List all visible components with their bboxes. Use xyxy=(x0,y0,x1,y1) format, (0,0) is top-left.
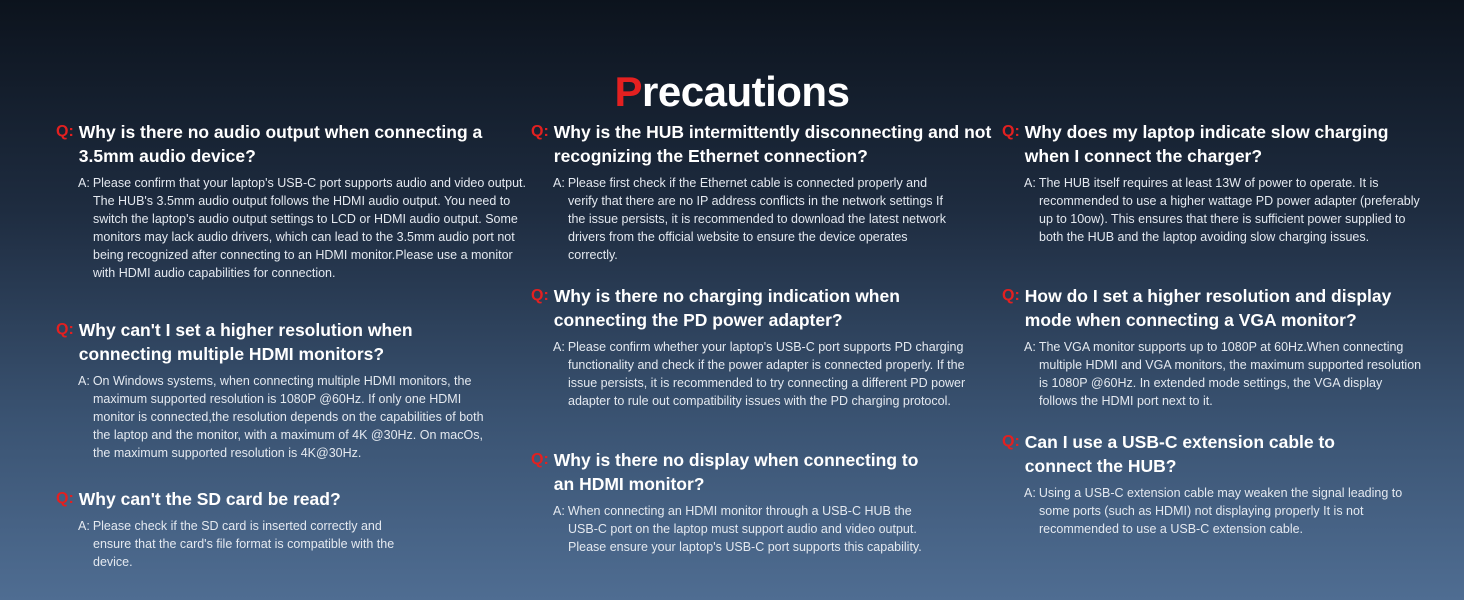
answer-text: The HUB itself requires at least 13W of power to operate. It is recommended to use a higher wattage PD power adapter (preferably up to 10ow). This ensures that there is sufficient power supplied to both the HUB and the laptop avoiding slow charging issues. xyxy=(1038,176,1420,244)
faq-answer xyxy=(1024,484,1422,538)
faq-question xyxy=(56,487,526,511)
faq-question xyxy=(1002,430,1422,478)
faq-answer xyxy=(78,174,526,282)
faq-item xyxy=(1002,120,1422,246)
question-marker: Q: xyxy=(1002,123,1020,140)
answer-text: Please confirm that your laptop's USB-C port supports audio and video output. The HUB's 3.5mm audio output follows the HDMI audio output. You need to switch the laptop's audio output settings to LCD or HDMI audio output. Some monitors may lack audio drivers, which can lead to the 3.5mm audio port not being recognized after connecting to an HDMI monitor.Please use a monitor with HDMI audio capabilities for connection. xyxy=(92,176,526,280)
faq-question xyxy=(531,120,993,168)
answer-text: Please confirm whether your laptop's USB-C port supports PD charging functionality and check if the power adapter is connected properly. If the issue persists, it is recommended to try connecting a different PD power adapter to rule out compatibility issues with the PD charging protocol. xyxy=(567,340,966,408)
answer-marker: A: xyxy=(1024,340,1036,354)
question-marker: Q: xyxy=(56,321,74,338)
faq-question xyxy=(1002,284,1422,332)
title-rest: recautions xyxy=(642,68,850,116)
faq-question xyxy=(56,120,526,168)
answer-text: Using a USB-C extension cable may weaken the signal leading to some ports (such as HDMI) not displaying properly It is not recommended to use a USB-C extension cable. xyxy=(1038,486,1403,536)
answer-marker: A: xyxy=(553,504,565,518)
answer-text: The VGA monitor supports up to 1080P at 60Hz.When connecting multiple HDMI and VGA monitors, the maximum supported resolution is 1080P @60Hz. In extended mode settings, the VGA display follows the HDMI port next to it. xyxy=(1038,340,1422,408)
faq-answer xyxy=(553,338,973,410)
answer-marker: A: xyxy=(1024,176,1036,190)
answer-text: Please check if the SD card is inserted correctly and ensure that the card's file format is compatible with the device. xyxy=(92,519,395,569)
question-marker: Q: xyxy=(531,123,549,140)
answer-marker: A: xyxy=(78,374,90,388)
question-text: How do I set a higher resolution and display mode when connecting a VGA monitor? xyxy=(1024,286,1392,330)
question-marker: Q: xyxy=(56,123,74,140)
question-marker: Q: xyxy=(1002,433,1020,450)
faq-answer xyxy=(78,372,496,462)
question-text: Can I use a USB-C extension cable to connect the HUB? xyxy=(1024,432,1335,476)
faq-answer xyxy=(553,502,928,556)
question-text: Why is there no audio output when connecting a 3.5mm audio device? xyxy=(78,122,483,166)
faq-item xyxy=(531,284,993,410)
question-marker: Q: xyxy=(531,287,549,304)
question-marker: Q: xyxy=(56,490,74,507)
faq-answer xyxy=(1024,174,1422,246)
faq-item xyxy=(531,448,993,556)
question-text: Why can't the SD card be read? xyxy=(78,489,341,509)
question-marker: Q: xyxy=(531,451,549,468)
faq-item xyxy=(56,318,526,462)
title-first-letter: P xyxy=(614,68,643,116)
question-marker: Q: xyxy=(1002,287,1020,304)
faq-question xyxy=(56,318,526,366)
question-text: Why is there no display when connecting to an HDMI monitor? xyxy=(553,450,919,494)
page-title xyxy=(0,68,1464,116)
question-text: Why is the HUB intermittently disconnecting and not recognizing the Ethernet connection? xyxy=(553,122,992,166)
faq-question xyxy=(1002,120,1422,168)
answer-marker: A: xyxy=(78,519,90,533)
faq-item xyxy=(56,120,526,282)
answer-text: When connecting an HDMI monitor through a USB-C HUB the USB-C port on the laptop must support audio and video output. Please ensure your laptop's USB-C port supports this capability. xyxy=(567,504,922,554)
faq-answer xyxy=(553,174,953,264)
answer-marker: A: xyxy=(1024,486,1036,500)
answer-text: On Windows systems, when connecting multiple HDMI monitors, the maximum supported resolution is 1080P @60Hz. If only one HDMI monitor is connected,the resolution depends on the capabilities of both the laptop and the monitor, with a maximum of 4K @30Hz. On macOs, the maximum supported resolution is 4K@30Hz. xyxy=(92,374,484,460)
faq-question xyxy=(531,284,993,332)
answer-text: Please first check if the Ethernet cable is connected properly and verify that there are no IP address conflicts in the network settings If the issue persists, it is recommended to download the latest network drivers from the official website to ensure the device operates correctly. xyxy=(567,176,946,262)
question-text: Why is there no charging indication when connecting the PD power adapter? xyxy=(553,286,900,330)
question-text: Why can't I set a higher resolution when connecting multiple HDMI monitors? xyxy=(78,320,413,364)
answer-marker: A: xyxy=(553,340,565,354)
answer-marker: A: xyxy=(553,176,565,190)
faq-item xyxy=(56,487,526,571)
faq-item xyxy=(1002,284,1422,410)
faq-answer xyxy=(1024,338,1422,410)
faq-item xyxy=(1002,430,1422,538)
answer-marker: A: xyxy=(78,176,90,190)
faq-item xyxy=(531,120,993,264)
faq-question xyxy=(531,448,993,496)
faq-answer xyxy=(78,517,423,571)
question-text: Why does my laptop indicate slow charging when I connect the charger? xyxy=(1024,122,1389,166)
